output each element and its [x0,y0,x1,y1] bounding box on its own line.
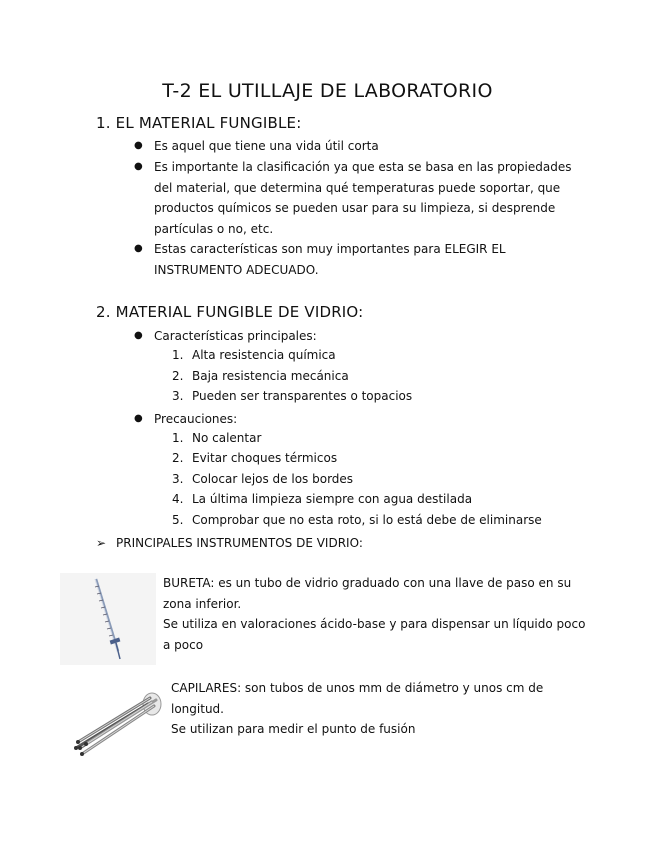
section-1-heading: 1. EL MATERIAL FUNGIBLE: [96,114,302,132]
page-title: T-2 EL UTILLAJE DE LABORATORIO [162,80,493,102]
capilares-image [72,690,164,762]
numbered-item: 4. La última limpieza siempre con agua destilada [172,492,473,506]
numbered-item: 3. Pueden ser transparentes o topacios [172,389,413,403]
numbered-item: 3. Colocar lejos de los bordes [172,472,354,486]
bullet-icon: ● [134,413,143,424]
instrumentos-heading: ➢ PRINCIPALES INSTRUMENTOS DE VIDRIO: [96,536,363,550]
bullet-icon: ● [134,243,143,254]
bureta-image [60,573,156,665]
bullet-icon: ● [134,140,143,151]
capilares-description: CAPILARES: son tubos de unos mm de diámetro y unos cm de longitud. Se utilizan para medir el punto de fusión [171,681,544,736]
bullet-icon: ● [134,330,143,341]
numbered-item: 2. Evitar choques térmicos [172,451,338,465]
bureta-icon [60,573,156,665]
section-2-heading: 2. MATERIAL FUNGIBLE DE VIDRIO: [96,303,364,321]
arrow-bullet-icon: ➢ [96,536,107,550]
numbered-item: 5. Comprobar que no esta roto, si lo está debe de eliminarse [172,513,542,527]
numbered-item: 1. Alta resistencia química [172,348,336,362]
numbered-item: 1. No calentar [172,431,262,445]
document-page: T-2 EL UTILLAJE DE LABORATORIO 1. EL MATERIAL FUNGIBLE: ● Es aquel que tiene una vida útil corta ● Es importante la clasificación ya que esta se basa en las propiedades del material, que determina qué temperaturas puede soportar, que productos químicos se pueden usar para su limpieza, si desprende partículas o no, etc. ● Estas características son muy importantes para ELEGIR EL INSTRUMENTO ADECUADO. 2. MATERIAL FUNGIBLE DE VIDRIO: ● Características principales: 1. Alta resistencia química 2. Baja resistencia mecánica 3. Pueden ser transparentes o topacios ● Precauciones: 1. No calentar 2. Evitar choques térmicos 3. Colocar lejos de los bordes 4. La última limpieza siempre con agua destilada 5. Comprobar que no esta roto, si lo está debe de eliminarse ➢ PRINCIPALES INSTRUMENTOS DE VIDRIO: BURETA: es un tubo de vidrio graduado con una llave de paso en su zona inferior. Se utiliza en valoraciones ácido-base y para dispensar un líquido poco a poco CAPILARES: son tubos de unos mm de diámetro y unos cm de longitud. Se utilizan para medir el punto de fusión [0,0,655,848]
bullet-icon: ● [134,161,143,172]
capilares-icon [72,690,164,762]
bureta-description: BURETA: es un tubo de vidrio graduado con una llave de paso en su zona inferior. Se utiliza en valoraciones ácido-base y para dispensar un líquido poco a poco [163,576,586,652]
numbered-item: 2. Baja resistencia mecánica [172,369,349,383]
